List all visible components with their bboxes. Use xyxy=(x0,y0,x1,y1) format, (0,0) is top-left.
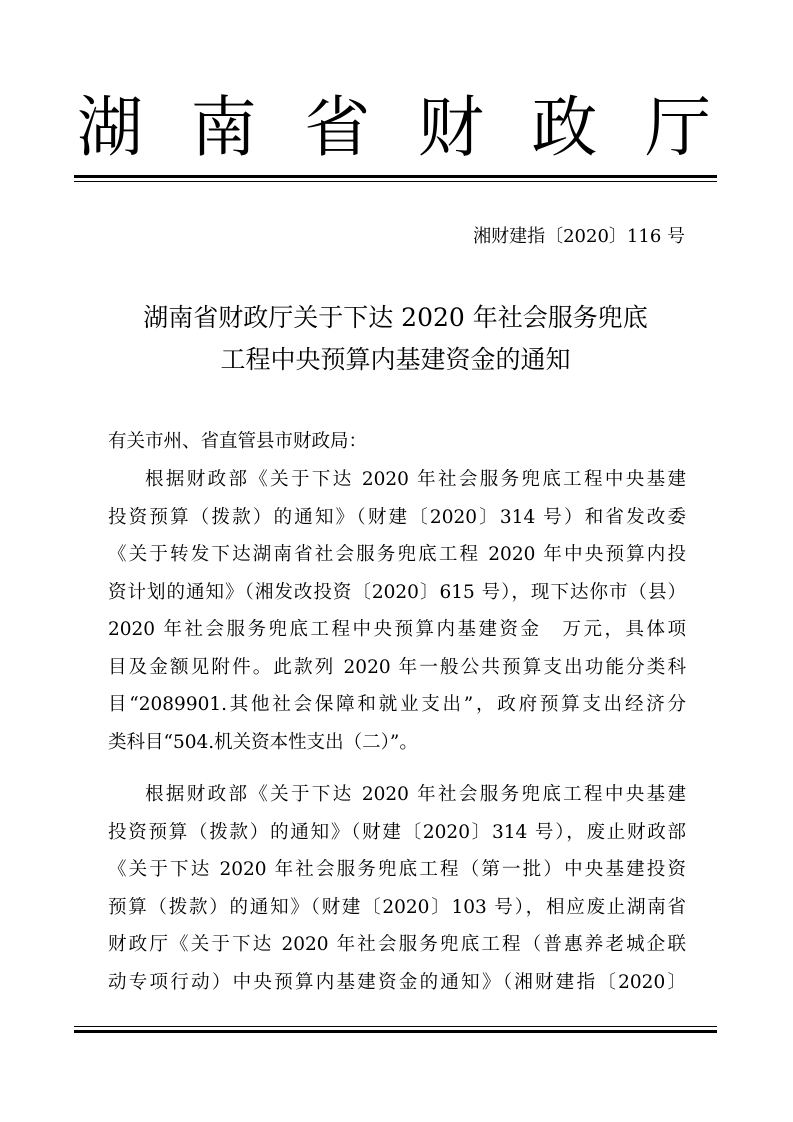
document-title-line-1: 湖南省财政厅关于下达 2020 年社会服务兜底 xyxy=(143,303,648,332)
paragraph-line: 根据财政部《关于下达 2020 年社会服务兜底工程中央基建 xyxy=(145,469,686,490)
paragraph-line: 预算（拨款）的通知》（财建〔2020〕103 号），相应废止湖南省 xyxy=(108,896,686,918)
paragraph-2 xyxy=(108,776,686,1001)
paragraph-line: 资计划的通知》（湘发改投资〔2020〕615 号），现下达你市（县） xyxy=(108,581,686,603)
paragraph-line: 类科目“504.机关资本性支出（二）”。 xyxy=(108,731,418,753)
paragraph-line: 目“2089901.其他社会保障和就业支出”，政府预算支出经济分 xyxy=(108,694,686,715)
header-rule-thick xyxy=(74,175,717,178)
issuing-authority-header xyxy=(74,88,714,168)
header-char: 南 xyxy=(190,89,257,166)
header-char: 财 xyxy=(417,89,484,166)
paragraph-line: 动专项行动）中央预算内基建资金的通知》（湘财建指〔2020〕 xyxy=(108,971,686,993)
paragraph-line: 财政厅《关于下达 2020 年社会服务兜底工程（普惠养老城企联 xyxy=(108,934,686,955)
footer-rule-thick xyxy=(74,1030,717,1033)
footer-rule-thin xyxy=(74,1026,717,1027)
header-rule-thin xyxy=(74,181,717,182)
header-char: 政 xyxy=(531,89,598,166)
paragraph-line: 投资预算（拨款）的通知》（财建〔2020〕314 号）和省发改委 xyxy=(108,506,686,528)
paragraph-line: 2020 年社会服务兜底工程中央预算内基建资金 万元，具体项 xyxy=(108,619,686,640)
paragraph-line: 目及金额见附件。此款列 2020 年一般公共预算支出功能分类科 xyxy=(108,656,686,678)
paragraph-line: 《关于下达 2020 年社会服务兜底工程（第一批）中央基建投资 xyxy=(108,859,686,880)
paragraph-line: 投资预算（拨款）的通知》（财建〔2020〕314 号），废止财政部 xyxy=(108,821,686,843)
paragraph-line: 《关于转发下达湖南省社会服务兜底工程 2020 年中央预算内投 xyxy=(108,544,686,565)
header-char: 湖 xyxy=(77,89,143,166)
document-number: 湘财建指〔2020〕116 号 xyxy=(473,226,685,247)
document-title-line-2: 工程中央预算内基建资金的通知 xyxy=(220,345,571,374)
header-char: 省 xyxy=(304,89,371,166)
paragraph-1 xyxy=(108,461,686,761)
paragraph-line: 根据财政部《关于下达 2020 年社会服务兜底工程中央基建 xyxy=(145,784,686,805)
header-char: 厅 xyxy=(644,89,711,166)
salutation: 有关市州、省直管县市财政局： xyxy=(108,431,368,452)
